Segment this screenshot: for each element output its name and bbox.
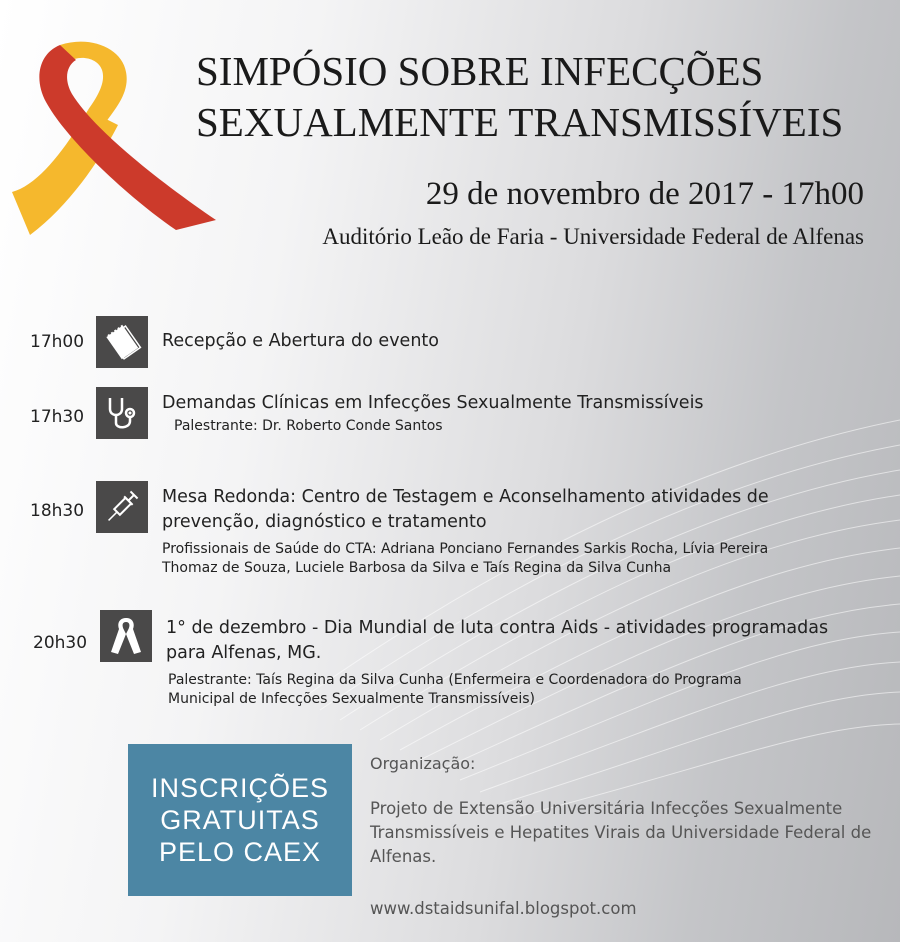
awareness-ribbon-icon xyxy=(100,610,152,662)
title-line-1: SIMPÓSIO SOBRE INFECÇÕES xyxy=(196,48,764,94)
schedule-title: Recepção e Abertura do evento xyxy=(162,331,439,351)
free-registration-box xyxy=(128,744,352,896)
stethoscope-icon xyxy=(96,387,148,439)
organization-text: Projeto de Extensão Universitária Infecções Sexualmente Transmissíveis e Hepatites Virais da Universidade Federal de Alfenas. xyxy=(370,799,872,866)
aids-ribbon-logo xyxy=(10,40,220,240)
signup-line-2: GRATUITAS xyxy=(160,805,320,835)
event-venue: Auditório Leão de Faria - Universidade Federal de Alfenas xyxy=(322,224,864,249)
organization-label: Organização: xyxy=(370,754,476,773)
schedule-title: Demandas Clínicas em Infecções Sexualmente Transmissíveis xyxy=(162,393,704,413)
event-date: 29 de novembro de 2017 - 17h00 xyxy=(425,176,864,212)
title-line-2: SEXUALMENTE TRANSMISSÍVEIS xyxy=(196,99,844,145)
notepad-icon xyxy=(96,316,148,368)
schedule-speaker: Palestrante: Dr. Roberto Conde Santos xyxy=(174,418,443,434)
event-title xyxy=(196,46,886,148)
syringe-icon xyxy=(96,481,148,533)
schedule-time: 17h30 xyxy=(30,407,85,427)
signup-line-1: INSCRIÇÕES xyxy=(150,773,330,803)
schedule-title: Mesa Redonda: Centro de Testagem e Aconselhamento atividades de prevenção, diagnóstico e tratamento xyxy=(162,487,769,532)
schedule-title: 1° de dezembro - Dia Mundial de luta contra Aids - atividades programadas para Alfenas, MG. xyxy=(166,618,829,663)
schedule-speaker: Profissionais de Saúde do CTA: Adriana Ponciano Fernandes Sarkis Rocha, Lívia Pereira Thomaz de Souza, Luciele Barbosa da Silva e Taís Regina da Silva Cunha xyxy=(162,541,769,576)
website-link[interactable]: www.dstaidsunifal.blogspot.com xyxy=(370,899,637,918)
signup-line-3: PELO CAEX xyxy=(158,837,322,867)
schedule-time: 18h30 xyxy=(30,501,85,521)
schedule-time: 17h00 xyxy=(30,332,85,352)
schedule-speaker: Palestrante: Taís Regina da Silva Cunha (Enfermeira e Coordenadora do Programa Municipal de Infecções Sexualmente Transmissíveis) xyxy=(168,672,742,707)
schedule-time: 20h30 xyxy=(33,633,88,653)
